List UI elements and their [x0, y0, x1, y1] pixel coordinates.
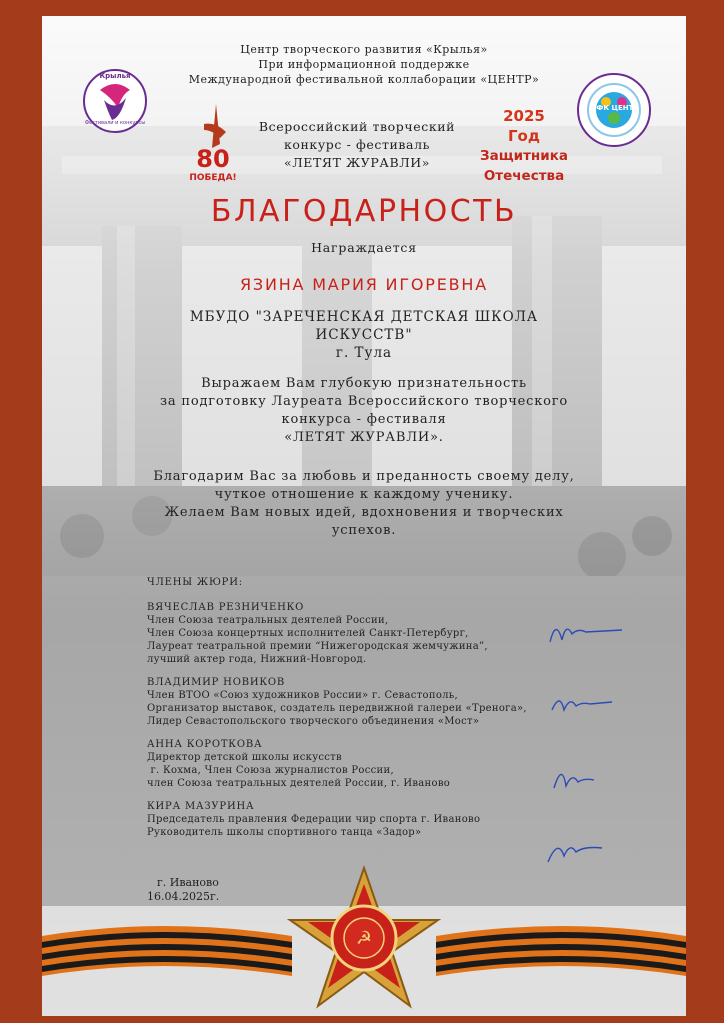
jury-member-line: Председатель правления Федерации чир спорта г. Иваново	[147, 814, 481, 825]
organizer-header	[132, 42, 596, 87]
certificate-title: БЛАГОДАРНОСТЬ	[210, 194, 518, 229]
jury-member-line: лучший актер года, Нижний-Новгород.	[147, 654, 367, 665]
jury-member	[147, 601, 567, 666]
victory-word: ПОБЕДА!	[189, 173, 237, 183]
signature-korotkova	[542, 758, 632, 798]
jury-member-line: Директор детской школы искусств	[147, 752, 342, 763]
contest-line-2: конкурс - фестиваль	[283, 137, 431, 152]
issue-city: г. Иваново	[157, 876, 219, 889]
order-of-patriotic-war	[284, 864, 444, 1012]
jury-member-line: г. Кохма, Член Союза журналистов России,	[147, 765, 394, 776]
jury-member-name: АННА КОРОТКОВА	[147, 739, 263, 750]
signature-novikov	[542, 684, 632, 724]
jury-member-line: Член ВТОО «Союз художников России» г. Севастополь,	[147, 690, 459, 701]
wishes-line-4: успехов.	[331, 523, 397, 538]
signature-mazurina	[542, 828, 632, 868]
jury-member-name: ВЛАДИМИР НОВИКОВ	[147, 677, 286, 688]
jury-member-line: Лауреат театральной премии “Нижегородская жемчужина”,	[147, 641, 488, 652]
gratitude-line-3: конкурса - фестиваля	[281, 412, 447, 427]
jury-member-line: Лидер Севастопольского творческого объединения «Мост»	[147, 716, 480, 727]
recipient-name: ЯЗИНА МАРИЯ ИГОРЕВНА	[239, 275, 488, 294]
svg-text:☭: ☭	[355, 928, 373, 949]
contest-line-1: Всероссийский творческий	[258, 119, 456, 134]
mfk-center-ring-text	[570, 150, 658, 151]
wishes-line-2: чуткое отношение к каждому ученику.	[214, 487, 514, 502]
year-badge-line-2: Защитника	[480, 148, 568, 164]
school-city: г. Тула	[335, 345, 393, 361]
jury-member-line: член Союза театральных деятелей России, г. Иваново	[147, 778, 451, 789]
contest-name	[232, 118, 482, 172]
gratitude-line-4: «ЛЕТЯТ ЖУРАВЛИ».	[284, 430, 444, 445]
year-badge-year: 2025	[503, 107, 545, 125]
year-badge-line-1: Год	[508, 127, 540, 145]
header-line-1: Центр творческого развития «Крылья»	[240, 43, 488, 56]
year-badge-line-3: Отечества	[483, 168, 565, 184]
gratitude-line-2: за подготовку Лауреата Всероссийского творческого	[159, 394, 569, 409]
wishes-text	[122, 468, 606, 540]
school-block	[172, 308, 556, 362]
jury-member-name: КИРА МАЗУРИНА	[147, 801, 255, 812]
krylya-logo-text: Крылья	[99, 72, 131, 80]
school-line-1: МБУДО "ЗАРЕЧЕНСКАЯ ДЕТСКАЯ ШКОЛА	[189, 309, 539, 325]
signature-reznichenko	[542, 612, 632, 652]
jury-member	[147, 800, 567, 839]
header-line-2: При информационной поддержке	[258, 58, 470, 71]
victory-number: 80	[196, 145, 230, 173]
certificate-sheet	[42, 16, 686, 1016]
gratitude-text	[132, 375, 596, 447]
jury-member	[147, 676, 567, 728]
krylya-logo-subtitle: Фестивали и конкурсы	[84, 120, 146, 126]
issue-date: 16.04.2025г.	[147, 890, 220, 903]
wishes-line-1: Благодарим Вас за любовь и преданность своему делу,	[153, 469, 575, 484]
jury-member-line: Руководитель школы спортивного танца «Задор»	[147, 827, 422, 838]
gratitude-line-1: Выражаем Вам глубокую признательность	[201, 376, 527, 391]
jury-member-line: Член Союза концертных исполнителей Санкт-Петербург,	[147, 628, 469, 639]
awarded-label: Награждается	[311, 240, 417, 255]
mfk-center-logo-text: МФК ЦЕНТР	[589, 104, 639, 112]
header-line-3: Международной фестивальной коллаборации «ЦЕНТР»	[188, 73, 540, 86]
jury-member	[147, 738, 567, 790]
contest-line-3: «ЛЕТЯТ ЖУРАВЛИ»	[283, 155, 431, 170]
year-badge	[474, 106, 574, 186]
wishes-line-3: Желаем Вам новых идей, вдохновения и творческих	[164, 505, 564, 520]
jury-member-name: ВЯЧЕСЛАВ РЕЗНИЧЕНКО	[147, 602, 305, 613]
jury-member-line: Член Союза театральных деятелей России,	[147, 615, 389, 626]
jury-list	[147, 576, 567, 849]
school-line-2: ИСКУССТВ"	[315, 327, 413, 343]
jury-member-line: Организатор выставок, создатель передвижной галереи «Тренога»,	[147, 703, 527, 714]
jury-heading: ЧЛЕНЫ ЖЮРИ:	[147, 577, 243, 588]
